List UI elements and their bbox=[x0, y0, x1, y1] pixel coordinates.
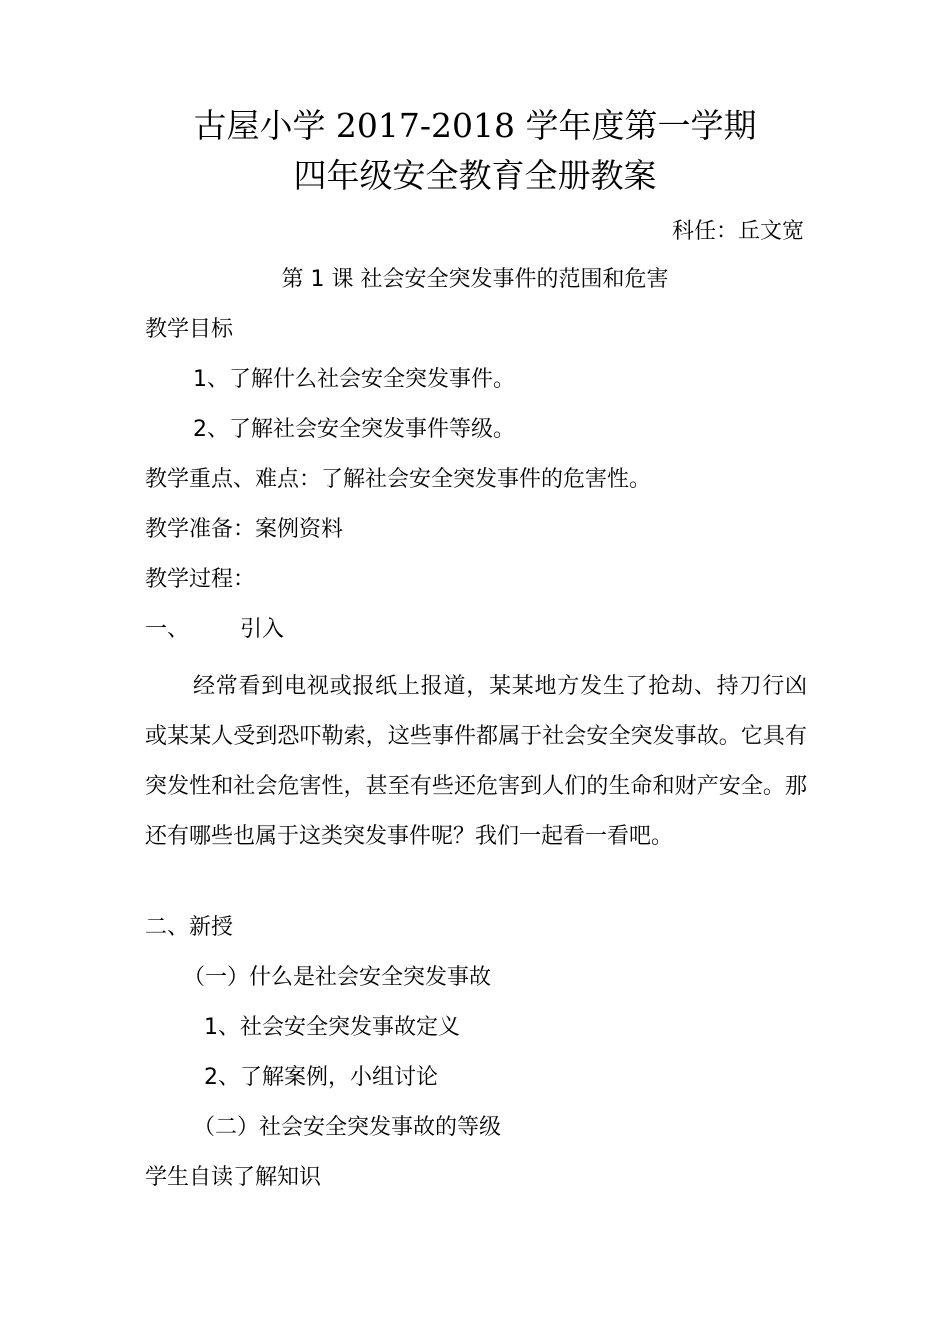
subsection-2-heading: （二）社会安全突发事故的等级 bbox=[193, 1115, 502, 1140]
self-study-line: 学生自读了解知识 bbox=[145, 1165, 322, 1190]
objective-item-1: 1、了解什么社会安全突发事件。 bbox=[193, 367, 515, 392]
objective-item-2: 2、了解社会安全突发事件等级。 bbox=[193, 417, 515, 442]
subsection-1-item-2: 2、了解案例，小组讨论 bbox=[204, 1065, 438, 1090]
document-title-line-1: 古屋小学 2017-2018 学年度第一学期 bbox=[193, 106, 757, 145]
section-1-title: 引入 bbox=[240, 617, 285, 642]
subsection-1-item-1: 1、社会安全突发事故定义 bbox=[204, 1015, 460, 1040]
document-title-line-2: 四年级安全教育全册教案 bbox=[293, 156, 657, 195]
objectives-heading: 教学目标 bbox=[145, 317, 234, 342]
author-line: 科任：丘文宽 bbox=[671, 219, 804, 244]
process-heading: 教学过程： bbox=[145, 567, 256, 592]
preparation-line: 教学准备：案例资料 bbox=[145, 517, 344, 542]
section-2-heading: 二、新授 bbox=[145, 915, 234, 940]
intro-paragraph: 经常看到电视或报纸上报道，某某地方发生了抢劫、持刀行凶或某某人受到恐吓勒索，这些事件都属于社会安全突发事故。它具有突发性和社会危害性，甚至有些还危害到人们的生命和财产安全。那还有哪些也属于这类突发事件呢？我们一起看一看吧。 bbox=[145, 674, 807, 849]
section-1-number: 一、 bbox=[145, 617, 190, 642]
key-points-line: 教学重点、难点：了解社会安全突发事件的危害性。 bbox=[145, 467, 652, 492]
subsection-1-heading: （一）什么是社会安全突发事故 bbox=[183, 965, 492, 990]
lesson-title: 第 1 课 社会安全突发事件的范围和危害 bbox=[281, 267, 669, 292]
